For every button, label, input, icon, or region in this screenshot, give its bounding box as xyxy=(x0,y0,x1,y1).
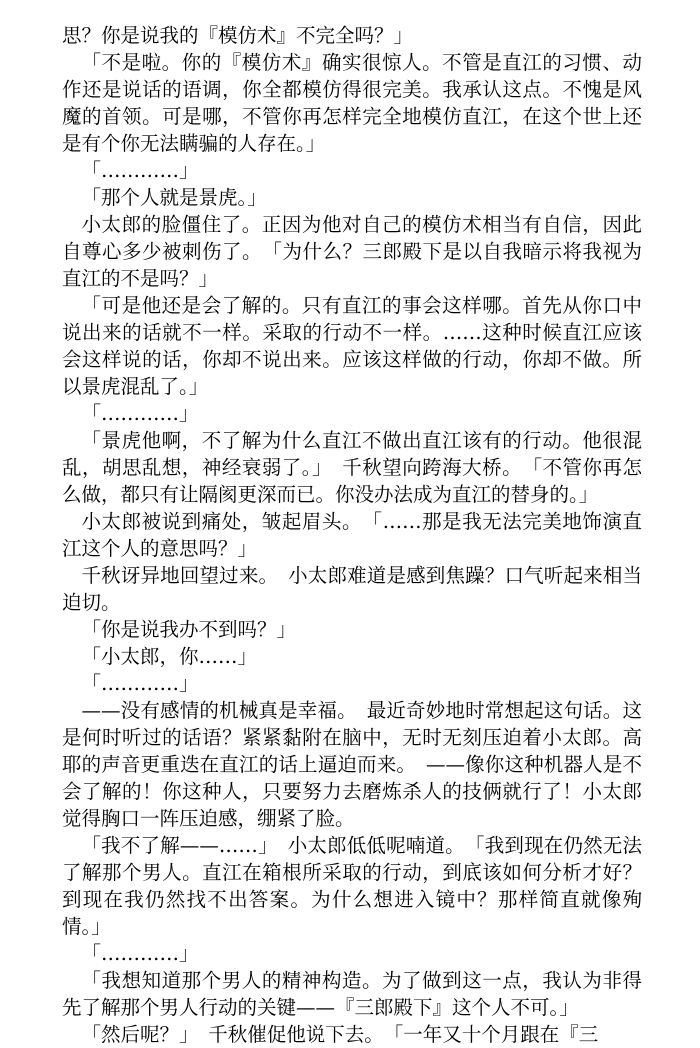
paragraph: 「景虎他啊，不了解为什么直江不做出直江该有的行动。他很混乱，胡思乱想，神经衰弱了。」 千秋望向跨海大桥。 「不管你再怎么做，都只有让隔阂更深而已。你没办法成为直江的替身的。」 xyxy=(62,429,642,506)
paragraph: 「…………」 xyxy=(81,672,199,695)
paragraph: 「我不了解——……」 小太郎低低呢喃道。 「我到现在仍然无法了解那个男人。直江在箱根所采取的行动，到底该如何分析才好？到现在我仍然找不出答案。为什么想进入镜中？那样简直就像殉情。」 xyxy=(62,834,642,938)
paragraph: 小太郎的脸僵住了。正因为他对自己的模仿术相当有自信，因此自尊心多少被刺伤了。 「为什么？三郎殿下是以自我暗示将我视为直江的不是吗？」 xyxy=(62,213,642,290)
page-body xyxy=(62,22,642,1048)
paragraph: 「…………」 xyxy=(81,402,199,425)
paragraph: 「然后呢？」 千秋催促他说下去。 「一年又十个月跟在『三 xyxy=(81,1023,599,1046)
paragraph: 「…………」 xyxy=(81,159,199,182)
paragraph: 「你是说我办不到吗？」 xyxy=(81,618,297,641)
paragraph: ——没有感情的机械真是幸福。 最近奇妙地时常想起这句话。这是何时听过的话语？紧紧黏附在脑中，无时无刻压迫着小太郎。高耶的声音更重迭在直江的话上逼迫而来。 ——像你这种机器人是不会了解的！你这种人，只要努力去磨炼杀人的技俩就行了！小太郎觉得胸口一阵压迫感，绷紧了脸。 xyxy=(62,699,642,830)
paragraph: 「小太郎，你……」 xyxy=(81,645,258,668)
paragraph: 思？你是说我的『模仿术』不完全吗？」 xyxy=(62,24,414,47)
paragraph: 「可是他还是会了解的。只有直江的事会这样哪。首先从你口中说出来的话就不一样。采取的行动不一样。……这种时候直江应该会这样说的话，你却不说出来。应该这样做的行动，你却不做。所以景虎混乱了。」 xyxy=(62,294,642,398)
paragraph: 「…………」 xyxy=(81,942,199,965)
paragraph: 「那个人就是景虎。」 xyxy=(81,186,267,209)
paragraph: 「不是啦。你的『模仿术』确实很惊人。不管是直江的习惯、动作还是说话的语调，你全都模仿得很完美。我承认这点。不愧是风魔的首领。可是哪，不管你再怎样完全地模仿直江，在这个世上还是有个你无法瞒骗的人存在。」 xyxy=(62,51,642,155)
paragraph: 千秋讶异地回望过来。 小太郎难道是感到焦躁？口气听起来相当迫切。 xyxy=(62,564,642,614)
paragraph: 小太郎被说到痛处，皱起眉头。 「……那是我无法完美地饰演直江这个人的意思吗？」 xyxy=(62,510,642,560)
paragraph: 「我想知道那个男人的精神构造。为了做到这一点，我认为非得先了解那个男人行动的关键——『三郎殿下』这个人不可。」 xyxy=(62,969,642,1019)
